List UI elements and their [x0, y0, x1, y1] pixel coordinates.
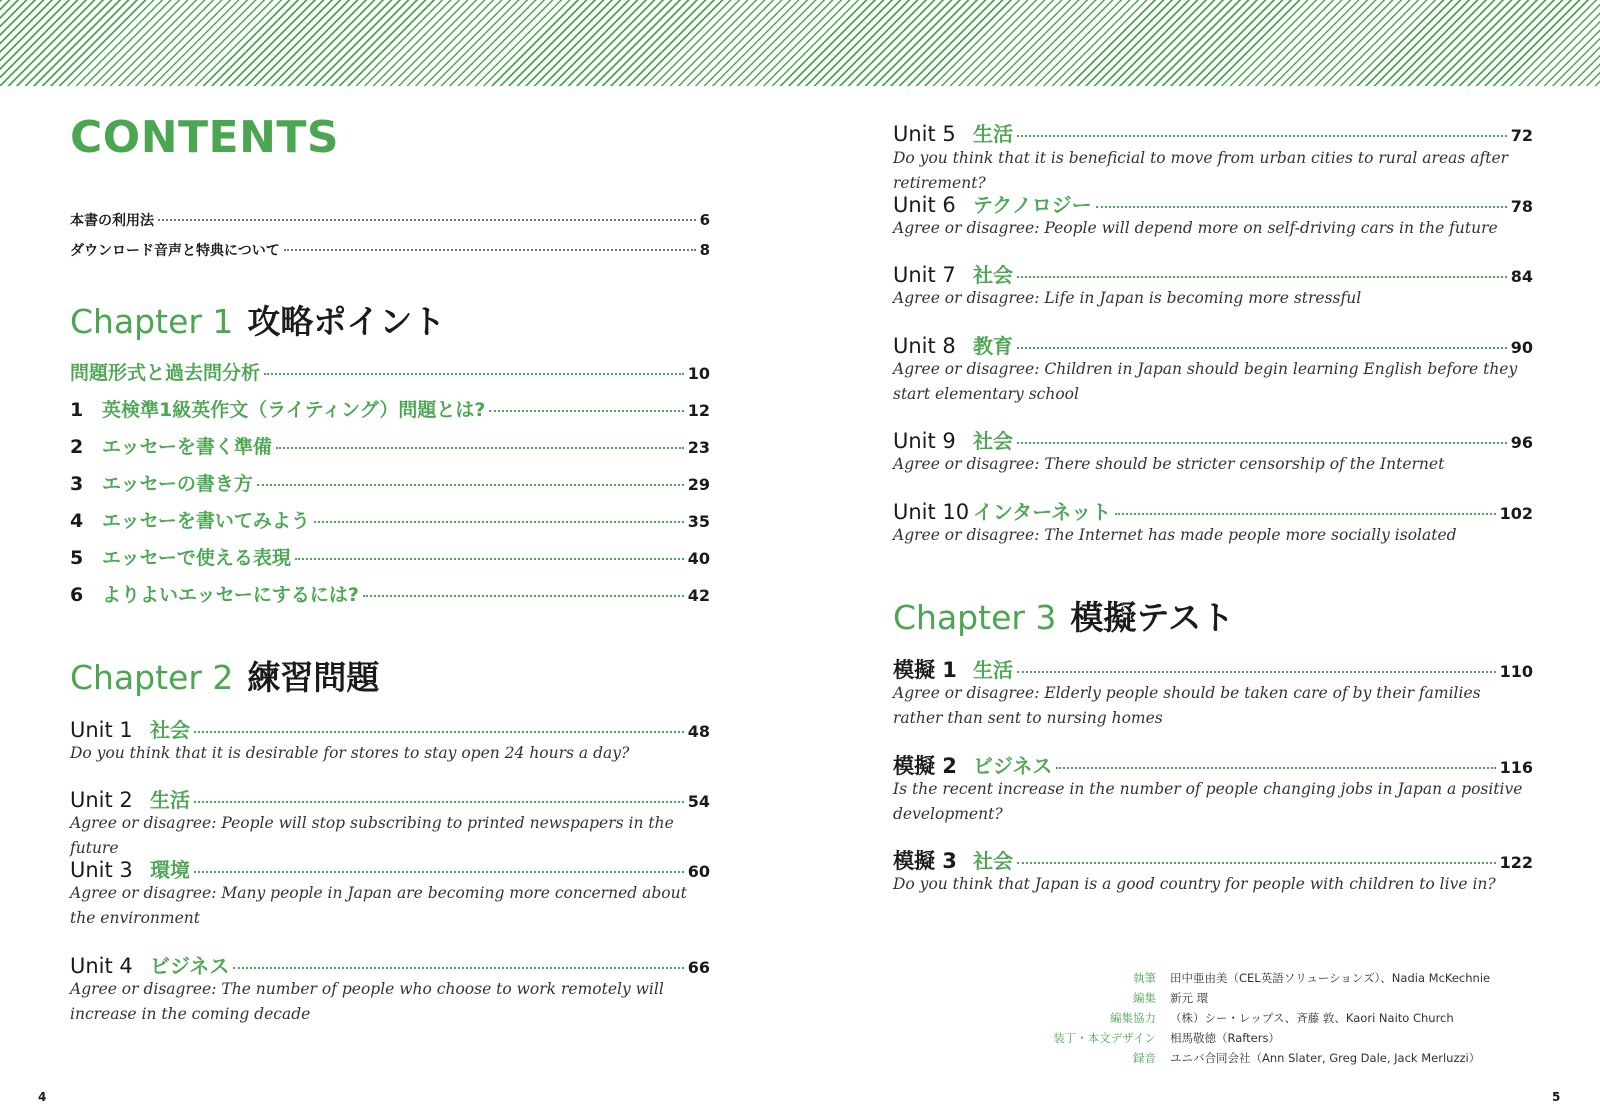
leader-dots [1115, 513, 1495, 515]
test-number: 模擬 1 [893, 658, 957, 682]
toc-entry-unit[interactable] [893, 330, 1533, 359]
page-number: 60 [687, 862, 710, 881]
credit-names: 相馬敬徳（Rafters） [1170, 1031, 1280, 1045]
leader-dots [1017, 442, 1507, 444]
page-number: 90 [1510, 338, 1533, 357]
page-number: 116 [1499, 758, 1533, 777]
test-question: Do you think that Japan is a good country for people with children to live in? [893, 875, 1496, 893]
entry-label: よりよいエッセーにするには? [102, 584, 359, 606]
unit-number: Unit 6 [893, 193, 956, 217]
toc-entry-section[interactable] [70, 506, 710, 533]
leader-dots [1017, 862, 1496, 864]
section-number: 3 [70, 473, 84, 495]
unit-number: Unit 1 [70, 718, 133, 742]
test-question: Agree or disagree: Elderly people should be taken care of by their families rather than sent to nursing homes [893, 684, 1481, 727]
entry-label: エッセーの書き方 [102, 473, 253, 495]
unit-question: Do you think that it is desirable for stores to stay open 24 hours a day? [70, 744, 630, 762]
page-number: 12 [687, 401, 710, 420]
leader-dots [489, 410, 683, 412]
chapter-number: Chapter 2 [70, 658, 234, 697]
credit-names: 新元 環 [1170, 991, 1209, 1005]
page-number: 42 [687, 586, 710, 605]
page-number: 78 [1510, 197, 1533, 216]
credit-row [1020, 988, 1490, 1008]
toc-entry-intro-2[interactable] [70, 240, 710, 260]
entry-label: エッセーを書く準備 [102, 436, 272, 458]
unit-question: Agree or disagree: Many people in Japan are becoming more concerned about the environment [70, 884, 687, 927]
header-stripe [0, 0, 1600, 86]
leader-dots [1017, 347, 1507, 349]
leader-dots [264, 373, 684, 375]
unit-topic: ビジネス [150, 954, 230, 978]
leader-dots [257, 484, 684, 486]
unit-question: Agree or disagree: Children in Japan should begin learning English before they start elementary school [893, 360, 1518, 403]
leader-dots [276, 447, 684, 449]
entry-label: 本書の利用法 [70, 213, 154, 229]
chapter-title: 模擬テスト [1070, 598, 1235, 637]
toc-entry-section[interactable] [70, 432, 710, 459]
leader-dots [295, 558, 684, 560]
unit-question: Agree or disagree: The number of people who choose to work remotely will increase in the coming decade [70, 980, 664, 1023]
unit-number: Unit 5 [893, 122, 956, 146]
test-topic: ビジネス [973, 754, 1053, 778]
page-number: 10 [687, 364, 710, 383]
chapter-number: Chapter 3 [893, 598, 1057, 637]
section-number: 6 [70, 584, 84, 606]
unit-number: Unit 8 [893, 334, 956, 358]
leader-dots [284, 249, 696, 251]
unit-number: Unit 3 [70, 858, 133, 882]
test-number: 模擬 2 [893, 754, 957, 778]
section-number: 2 [70, 436, 84, 458]
credits [1020, 968, 1490, 1068]
unit-number: Unit 4 [70, 954, 133, 978]
section-number: 1 [70, 399, 84, 421]
leader-dots [1017, 276, 1507, 278]
credit-role: 編集 [1133, 991, 1156, 1005]
toc-entry-test[interactable] [893, 845, 1533, 875]
leader-dots [1056, 767, 1495, 769]
page-number: 54 [687, 792, 710, 811]
unit-topic: 生活 [973, 122, 1013, 146]
toc-entry-unit[interactable] [893, 118, 1533, 147]
toc-entry-unit[interactable] [893, 496, 1533, 525]
page-number: 6 [699, 211, 710, 229]
credit-row [1020, 1028, 1490, 1048]
toc-entry-unit[interactable] [70, 854, 710, 883]
unit-number: Unit 2 [70, 788, 133, 812]
toc-entry-unit[interactable] [70, 784, 710, 813]
leader-dots [314, 521, 684, 523]
test-number: 模擬 3 [893, 849, 957, 873]
unit-topic: 社会 [973, 429, 1013, 453]
page-number: 35 [687, 512, 710, 531]
unit-topic: 社会 [973, 263, 1013, 287]
chapter-title: 攻略ポイント [247, 302, 446, 341]
toc-entry-section[interactable] [70, 580, 710, 607]
toc-entry-test[interactable] [893, 750, 1533, 780]
unit-topic: 環境 [150, 858, 190, 882]
unit-question: Agree or disagree: Life in Japan is becoming more stressful [893, 289, 1362, 307]
credit-row [1020, 1008, 1490, 1028]
page-number: 29 [687, 475, 710, 494]
unit-topic: インターネット [973, 500, 1112, 524]
page-number: 23 [687, 438, 710, 457]
page-title: CONTENTS [70, 112, 340, 163]
section-number: 4 [70, 510, 84, 532]
page-number: 102 [1499, 504, 1533, 523]
test-topic: 生活 [973, 658, 1013, 682]
unit-topic: テクノロジー [973, 193, 1092, 217]
toc-entry-section[interactable] [70, 469, 710, 496]
unit-question: Agree or disagree: People will depend more on self-driving cars in the future [893, 219, 1498, 237]
toc-entry-intro-1[interactable] [70, 210, 710, 230]
toc-entry-unit[interactable] [893, 425, 1533, 454]
leader-dots [194, 731, 684, 733]
entry-label: エッセーで使える表現 [102, 547, 291, 569]
leader-dots [194, 801, 684, 803]
toc-entry-unit[interactable] [70, 950, 710, 979]
page-number: 96 [1510, 433, 1533, 452]
chapter-title: 練習問題 [247, 658, 380, 697]
page-number: 110 [1499, 662, 1533, 681]
unit-topic: 社会 [150, 718, 190, 742]
test-topic: 社会 [973, 849, 1013, 873]
unit-number: Unit 9 [893, 429, 956, 453]
leader-dots [1017, 671, 1496, 673]
page-number: 48 [687, 722, 710, 741]
section-number: 5 [70, 547, 84, 569]
entry-label: 英検準1級英作文（ライティング）問題とは? [102, 399, 486, 421]
credit-role: 執筆 [1133, 971, 1156, 985]
toc-entry-section[interactable] [70, 395, 710, 422]
page-number-right: 5 [1552, 1090, 1561, 1104]
credit-role: 装丁・本文デザイン [1053, 1031, 1156, 1045]
leader-dots [1096, 206, 1507, 208]
page-number: 66 [687, 958, 710, 977]
unit-question: Agree or disagree: The Internet has made people more socially isolated [893, 526, 1457, 544]
unit-question: Agree or disagree: There should be stricter censorship of the Internet [893, 455, 1445, 473]
leader-dots [233, 967, 683, 969]
credit-names: 田中亜由美（CEL英語ソリューションズ）、Nadia McKechnie [1170, 971, 1491, 985]
unit-number: Unit 7 [893, 263, 956, 287]
entry-label: 問題形式と過去問分析 [70, 362, 261, 384]
page-number-left: 4 [38, 1090, 47, 1104]
page-number: 122 [1499, 853, 1533, 872]
leader-dots [194, 871, 684, 873]
toc-entry-unit[interactable] [893, 259, 1533, 288]
unit-topic: 生活 [150, 788, 190, 812]
chapter-number: Chapter 1 [70, 302, 234, 341]
toc-entry-unit[interactable] [70, 714, 710, 743]
chapter-3-heading [893, 592, 1234, 639]
leader-dots [1017, 135, 1507, 137]
credit-row [1020, 968, 1490, 988]
unit-question: Agree or disagree: People will stop subscribing to printed newspapers in the future [70, 814, 674, 857]
toc-entry-test[interactable] [893, 654, 1533, 684]
entry-label: エッセーを書いてみよう [102, 510, 310, 532]
page-number: 72 [1510, 126, 1533, 145]
toc-entry-section[interactable] [70, 543, 710, 570]
credit-role: 編集協力 [1110, 1011, 1156, 1025]
test-question: Is the recent increase in the number of people changing jobs in Japan a positive development? [893, 780, 1523, 823]
chapter-2-heading [70, 652, 379, 699]
page-number: 40 [687, 549, 710, 568]
entry-label: ダウンロード音声と特典について [70, 243, 280, 259]
unit-number: Unit 10 [893, 500, 970, 524]
page-number: 8 [699, 241, 710, 259]
credit-names: （株）シー・レップス、斉藤 敦、Kaori Naito Church [1170, 1011, 1454, 1025]
credit-names: ユニバ合同会社（Ann Slater, Greg Dale, Jack Merluzzi） [1170, 1051, 1481, 1065]
credit-row [1020, 1048, 1490, 1068]
leader-dots [158, 219, 696, 221]
unit-topic: 教育 [973, 334, 1013, 358]
toc-entry-unit[interactable] [893, 189, 1533, 218]
credit-role: 録音 [1133, 1051, 1156, 1065]
unit-question: Do you think that it is beneficial to move from urban cities to rural areas after retirement? [893, 149, 1509, 192]
chapter-1-heading [70, 296, 445, 343]
page-number: 84 [1510, 267, 1533, 286]
toc-entry-overview[interactable] [70, 358, 710, 385]
leader-dots [363, 595, 684, 597]
